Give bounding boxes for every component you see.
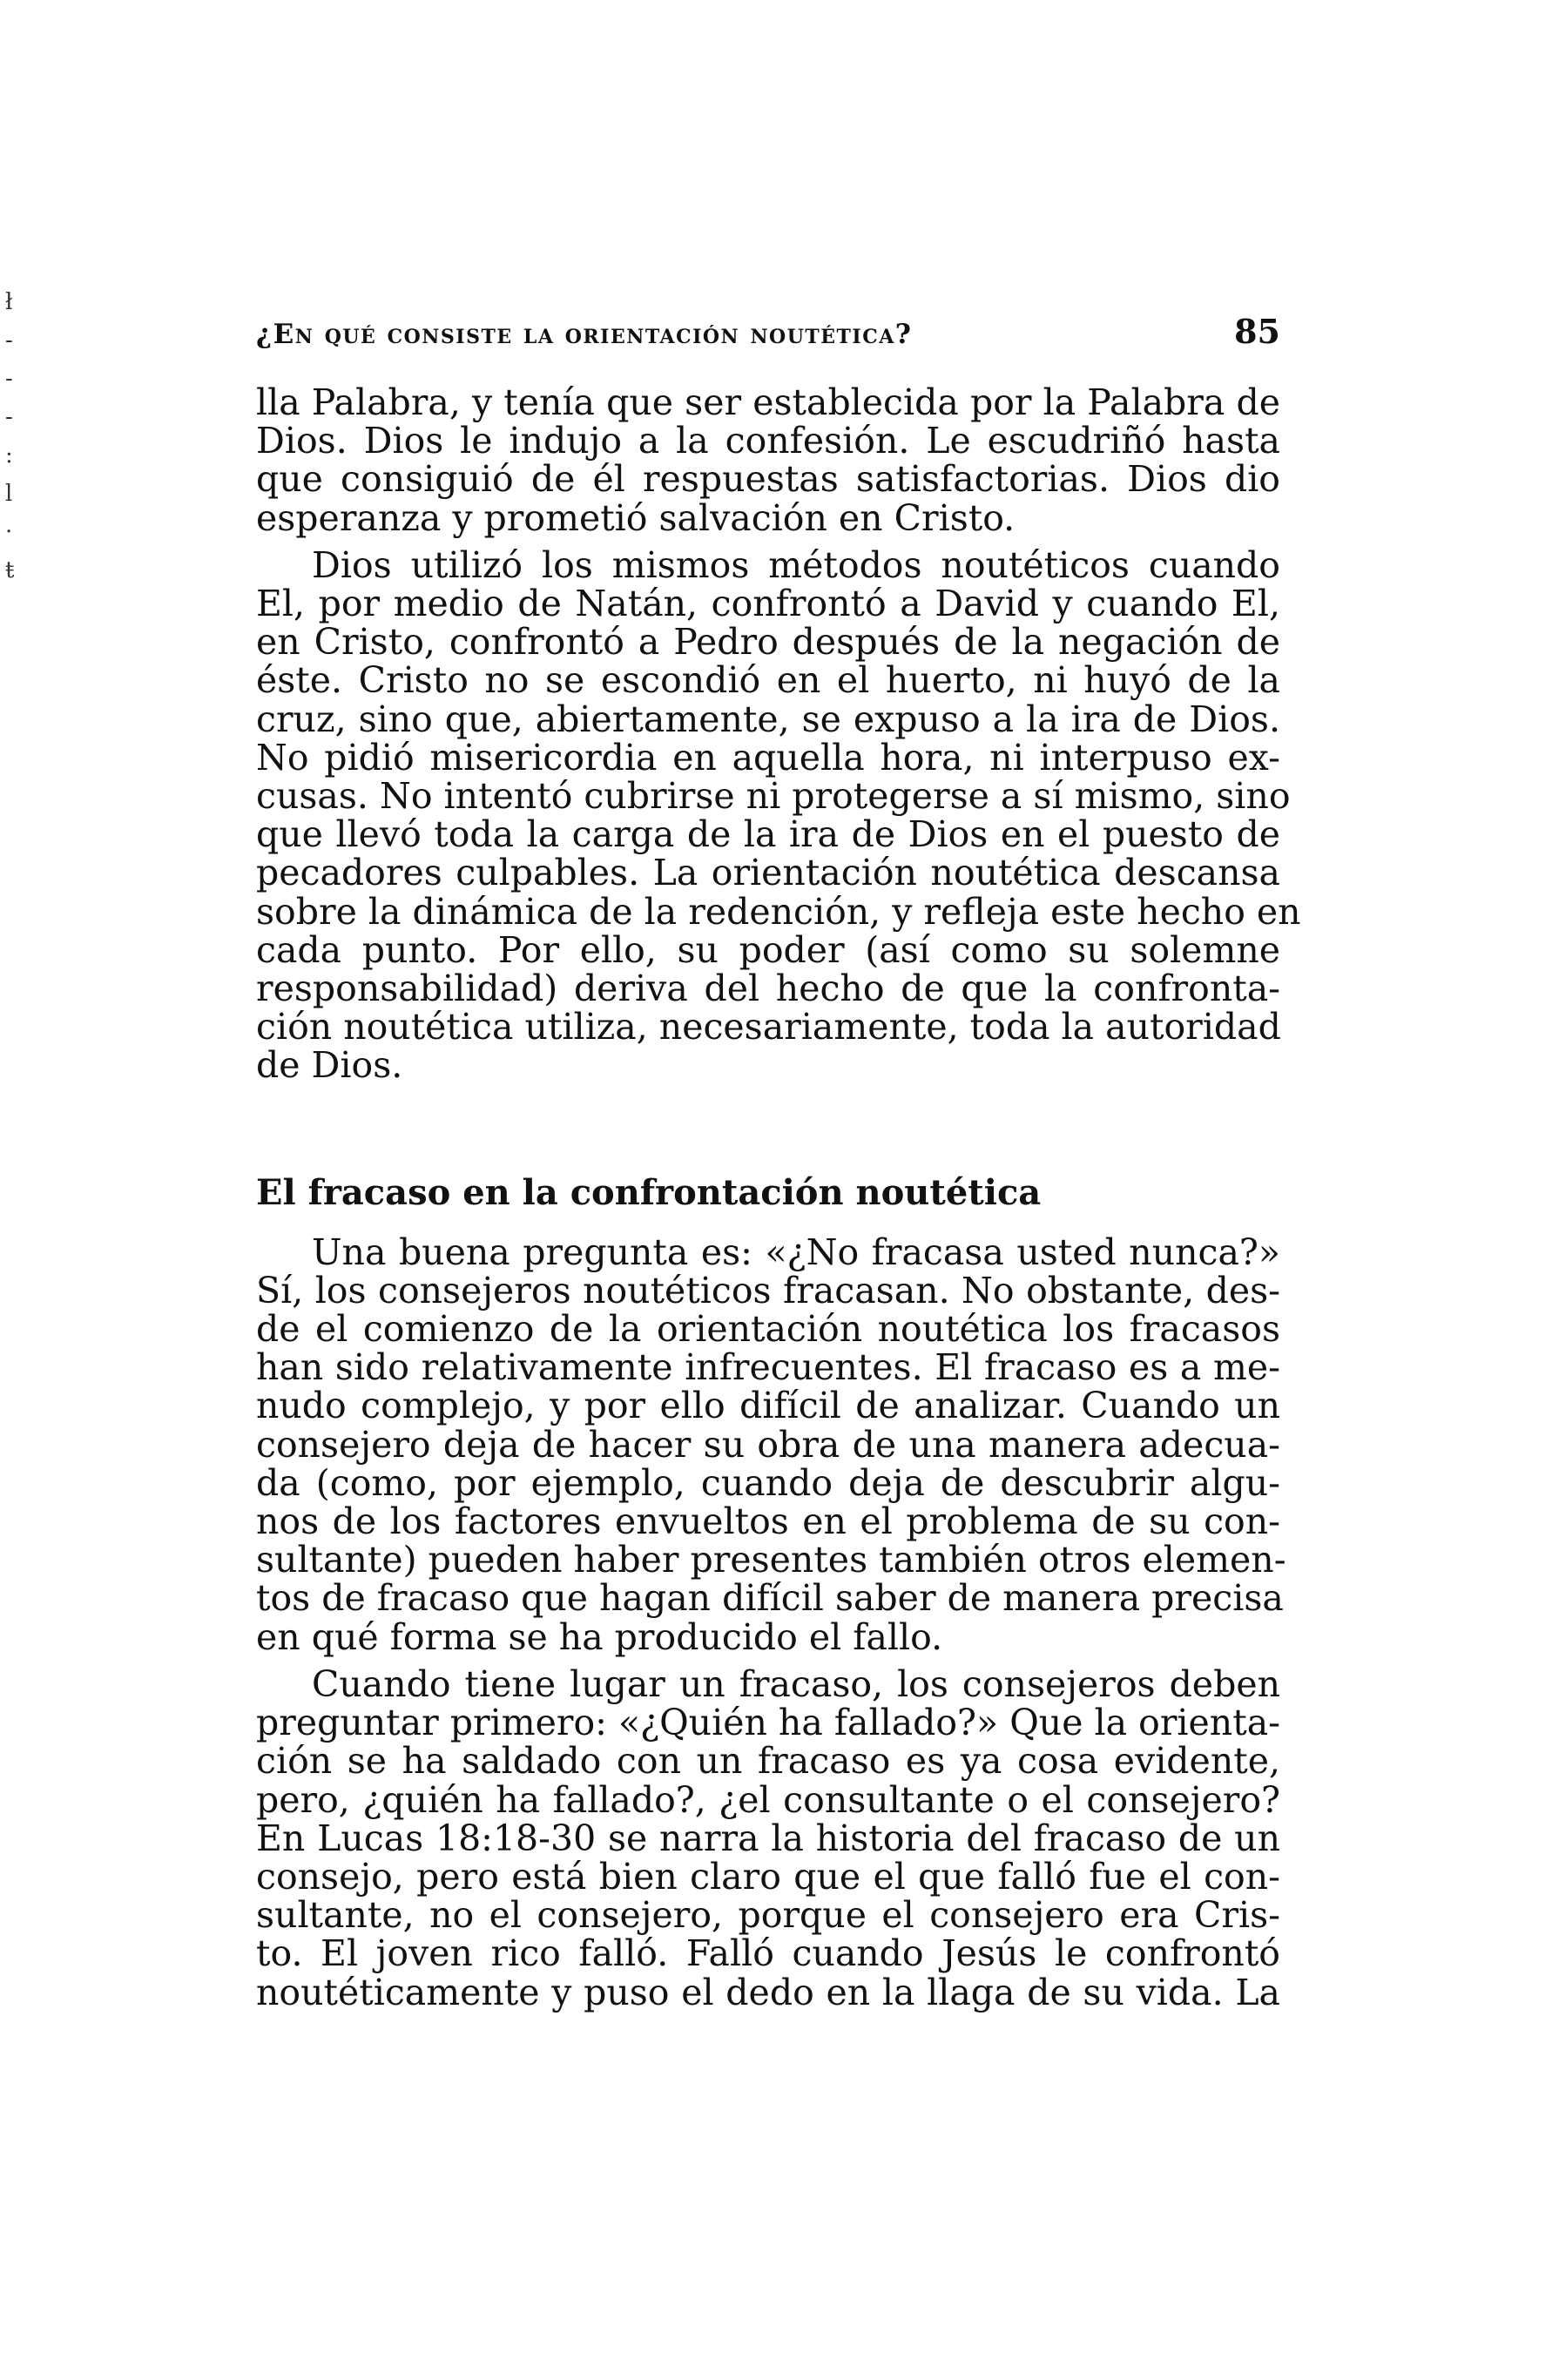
text-line: Una buena pregunta es: «¿No fracasa usted nunca?» bbox=[312, 1230, 1280, 1273]
text-line: esperanza y prometió salvación en Cristo. bbox=[256, 496, 1016, 539]
margin-mark: - bbox=[5, 327, 13, 354]
text-line: En Lucas 18:18-30 se narra la historia del fracaso de un bbox=[256, 1817, 1280, 1859]
page-number: 85 bbox=[1234, 312, 1280, 351]
text-line: han sido relativamente infrecuentes. El fracaso es a me- bbox=[256, 1346, 1280, 1389]
text-line: noutéticamente y puso el dedo en la llaga de su vida. La bbox=[256, 1971, 1280, 2013]
margin-mark: - bbox=[5, 366, 13, 392]
margin-mark: l bbox=[5, 481, 13, 507]
text-line: tos de fracaso que hagan difícil saber de manera precisa bbox=[256, 1577, 1284, 1620]
text-line: que llevó toda la carga de la ira de Dios en el puesto de bbox=[256, 813, 1280, 856]
running-header bbox=[256, 312, 1280, 351]
text-line: Dios. Dios le indujo a la confesión. Le escudriñó hasta bbox=[256, 420, 1280, 462]
text-line: sultante, no el consejero, porque el consejero era Cris- bbox=[256, 1894, 1280, 1937]
text-line: El, por medio de Natán, confrontó a David y cuando El, bbox=[256, 583, 1280, 625]
text-line: en qué forma se ha producido el fallo. bbox=[256, 1615, 943, 1658]
paragraph-2 bbox=[256, 543, 1301, 1087]
margin-mark: : bbox=[5, 442, 13, 469]
text-line: pero, ¿quién ha fallado?, ¿el consultante o el consejero? bbox=[256, 1778, 1280, 1821]
text-line: Cuando tiene lugar un fracaso, los consejeros deben bbox=[312, 1662, 1280, 1705]
text-line: de el comienzo de la orientación noutética los fracasos bbox=[256, 1308, 1280, 1351]
paragraph-4 bbox=[256, 1662, 1280, 2013]
section-heading: El fracaso en la confrontación noutética bbox=[256, 1171, 1042, 1213]
margin-mark: - bbox=[5, 404, 13, 430]
text-line: responsabilidad) deriva del hecho de que la confronta- bbox=[256, 968, 1280, 1010]
text-line: cruz, sino que, abiertamente, se expuso a la ira de Dios. bbox=[256, 698, 1280, 740]
margin-mark: ł bbox=[5, 289, 13, 315]
text-line: No pidió misericordia en aquella hora, ni interpuso ex- bbox=[256, 736, 1280, 779]
text-line: de Dios. bbox=[256, 1044, 403, 1087]
text-line: lla Palabra, y tenía que ser establecida por la Palabra de bbox=[256, 381, 1280, 423]
text-line: da (como, por ejemplo, cuando deja de descubrir algu- bbox=[256, 1461, 1280, 1504]
body-text bbox=[256, 381, 1301, 2013]
text-line: sobre la dinámica de la redención, y refleja este hecho en bbox=[256, 890, 1301, 933]
margin-marks bbox=[5, 283, 19, 590]
margin-mark: ŧ bbox=[5, 557, 15, 583]
text-line: ción noutética utiliza, necesariamente, toda la autoridad bbox=[256, 1006, 1281, 1048]
text-line: preguntar primero: «¿Quién ha fallado?» Que la orienta- bbox=[256, 1702, 1280, 1744]
text-line: pecadores culpables. La orientación noutética descansa bbox=[256, 852, 1280, 894]
text-line: consejo, pero está bien claro que el que falló fue el con- bbox=[256, 1855, 1280, 1898]
running-title: ¿En qué consiste la orientación noutética? bbox=[256, 319, 913, 350]
text-line: Sí, los consejeros noutéticos fracasan. No obstante, des- bbox=[256, 1269, 1280, 1311]
text-line: que consiguió de él respuestas satisfactorias. Dios dio bbox=[256, 458, 1280, 501]
text-line: nos de los factores envueltos en el problema de su con- bbox=[256, 1500, 1280, 1543]
text-line: nudo complejo, y por ello difícil de analizar. Cuando un bbox=[256, 1385, 1280, 1427]
margin-mark: · bbox=[5, 519, 13, 545]
text-line: ción se ha saldado con un fracaso es ya cosa evidente, bbox=[256, 1740, 1280, 1783]
text-line: sultante) pueden haber presentes también otros elemen- bbox=[256, 1539, 1286, 1581]
text-line: consejero deja de hacer su obra de una manera adecua- bbox=[256, 1423, 1280, 1466]
text-line: Dios utilizó los mismos métodos noutéticos cuando bbox=[312, 543, 1280, 586]
text-line: cada punto. Por ello, su poder (así como su solemne bbox=[256, 928, 1280, 971]
paragraph-1 bbox=[256, 383, 1280, 537]
text-line: éste. Cristo no se escondió en el huerto, ni huyó de la bbox=[256, 659, 1280, 702]
text-line: to. El joven rico falló. Falló cuando Jesús le confrontó bbox=[256, 1932, 1280, 1975]
text-line: cusas. No intentó cubrirse ni protegerse a sí mismo, sino bbox=[256, 775, 1291, 818]
text-line: en Cristo, confrontó a Pedro después de la negación de bbox=[256, 621, 1280, 664]
paragraph-3 bbox=[256, 1230, 1286, 1658]
